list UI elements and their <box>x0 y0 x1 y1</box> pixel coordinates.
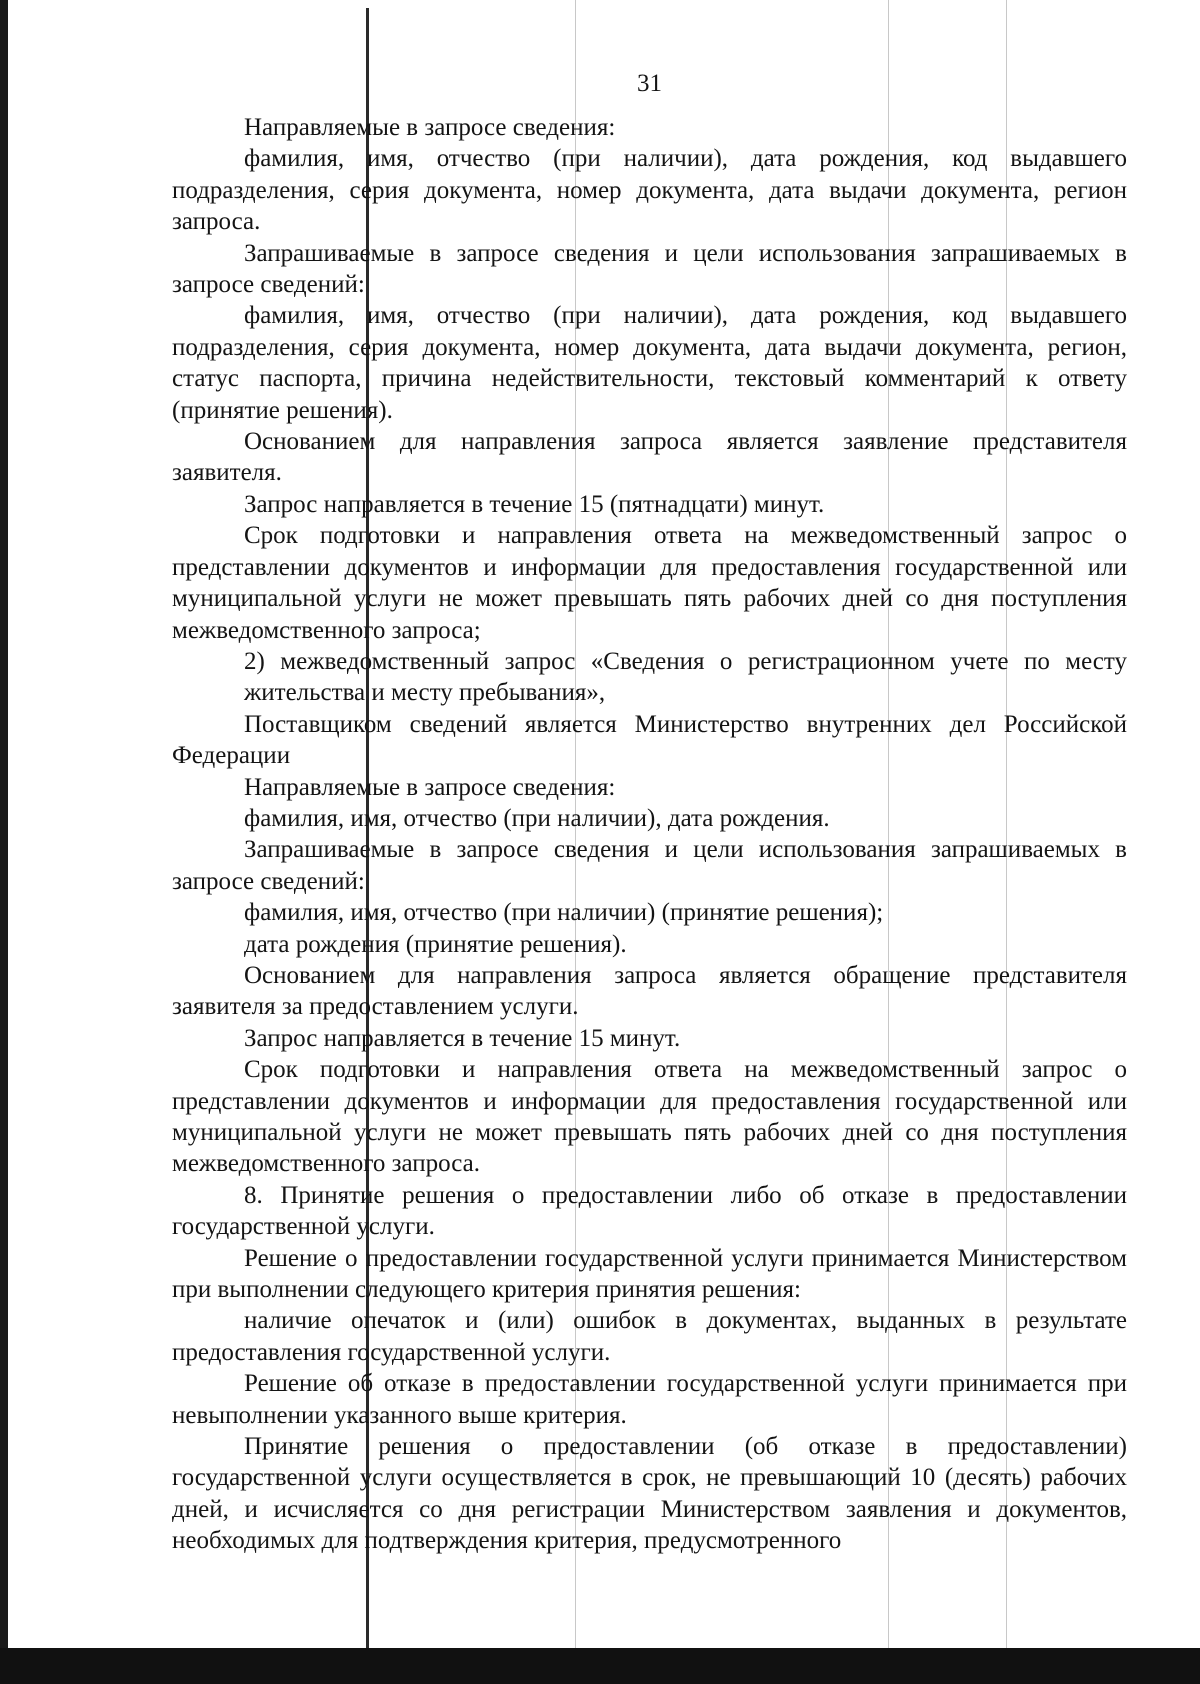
paragraph: Запрос направляется в течение 15 (пятнадцати) минут. <box>244 490 825 518</box>
paragraph: Запрашиваемые в запросе сведения и цели использования запрашиваемых в запросе сведений: <box>172 836 1127 895</box>
scan-left-edge <box>0 0 8 1684</box>
paragraph: Основанием для направления запроса является заявление представителя заявителя. <box>172 428 1127 487</box>
paragraph: Срок подготовки и направления ответа на межведомственный запрос о представлении документов и информации для предоставления государственной или муниципальной услуги не может превышать пять рабочих дней со дня поступления межведомственного запроса; <box>172 522 1127 644</box>
paragraph: Срок подготовки и направления ответа на межведомственный запрос о представлении документов и информации для предоставления государственной или муниципальной услуги не может превышать пять рабочих дней со дня поступления межведомственного запроса. <box>172 1056 1127 1178</box>
paragraph: фамилия, имя, отчество (при наличии), дата рождения, код выдавшего подразделения, серия документа, номер документа, дата выдачи документа, регион запроса. <box>172 145 1127 236</box>
paragraph: фамилия, имя, отчество (при наличии) (принятие решения); <box>244 899 884 927</box>
paragraph: Направляемые в запросе сведения: <box>244 114 616 141</box>
paragraph: 2) межведомственный запрос «Сведения о регистрационном учете по месту жительства и месту пребывания», <box>244 647 1127 707</box>
paragraph: Решение об отказе в предоставлении государственной услуги принимается при невыполнении указанного выше критерия. <box>172 1370 1127 1429</box>
paragraph: дата рождения (принятие решения). <box>244 930 627 958</box>
paragraph: Запрос направляется в течение 15 минут. <box>244 1024 681 1052</box>
scan-bottom-band <box>0 1648 1200 1684</box>
page-number: 31 <box>637 70 662 97</box>
section-heading: 8. Принятие решения о предоставлении либо об отказе в предоставлении государственной услуги. <box>172 1181 1127 1241</box>
paragraph: фамилия, имя, отчество (при наличии), дата рождения. <box>244 804 830 832</box>
document-page <box>172 64 1127 1557</box>
paragraph: Запрашиваемые в запросе сведения и цели использования запрашиваемых в запросе сведений: <box>172 239 1127 299</box>
paragraph: фамилия, имя, отчество (при наличии), дата рождения, код выдавшего подразделения, серия документа, номер документа, дата выдачи документа, регион, статус паспорта, причина недействительности, текстовый комментарий к ответу (принятие решения). <box>172 302 1127 424</box>
paragraph: Принятие решения о предоставлении (об отказе в предоставлении) государственной услуги осуществляется в срок, не превышающий 10 (десять) рабочих дней, и исчисляется со дня регистрации Министерством заявления и документов, необходимых для подтверждения критерия, предусмотренного <box>172 1433 1127 1555</box>
paragraph: Основанием для направления запроса является обращение представителя заявителя за предоставлением услуги. <box>172 961 1127 1021</box>
paragraph: Решение о предоставлении государственной услуги принимается Министерством при выполнении следующего критерия принятия решения: <box>172 1244 1127 1304</box>
paragraph: Поставщиком сведений является Министерство внутренних дел Российской Федерации <box>172 710 1127 770</box>
paragraph: наличие опечаток и (или) ошибок в документах, выданных в результате предоставления государственной услуги. <box>172 1307 1127 1366</box>
paragraph: Направляемые в запросе сведения: <box>244 773 616 801</box>
